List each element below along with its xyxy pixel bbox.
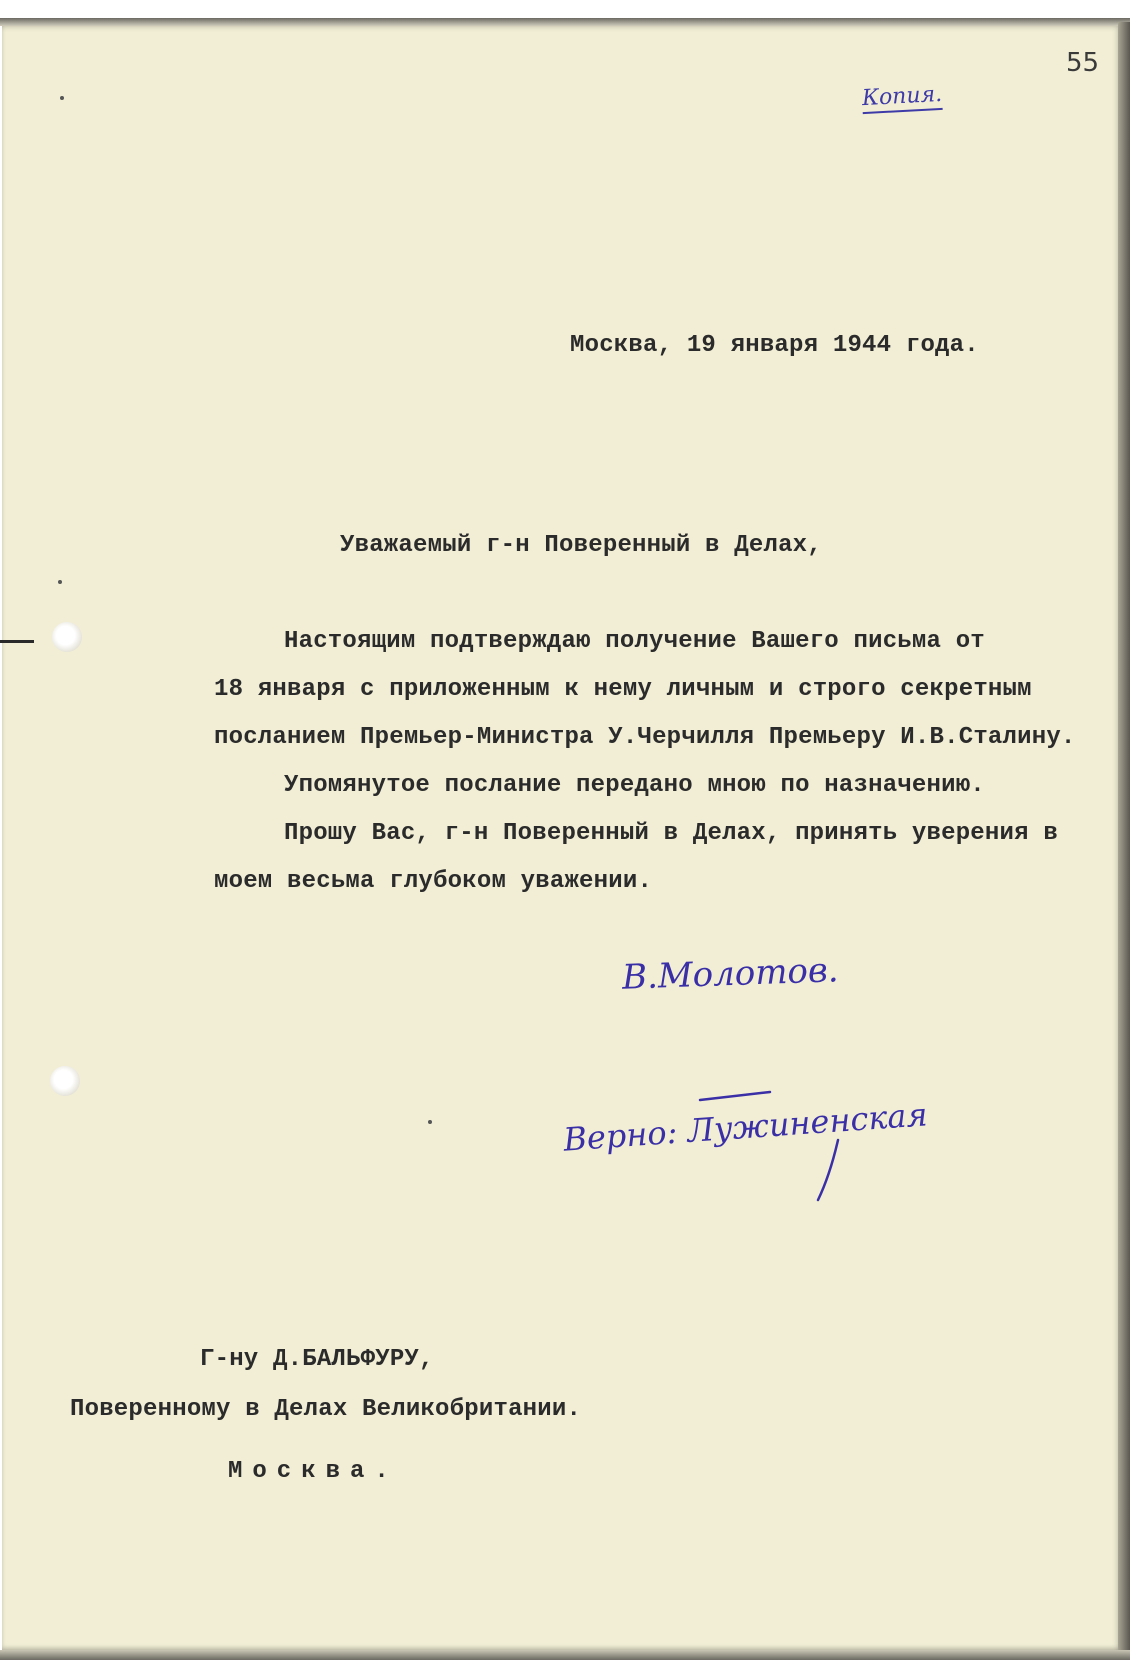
- body-line: Упомянутое послание передано мною по назначению.: [284, 772, 985, 799]
- body-line: моем весьма глубоком уважении.: [214, 868, 653, 895]
- paper-right-edge: [1118, 22, 1130, 1657]
- speck: [60, 96, 64, 100]
- body-line: Прошу Вас, г-н Поверенный в Делах, принять уверения в: [284, 820, 1058, 847]
- date-line: Москва, 19 января 1944 года.: [570, 332, 979, 359]
- copy-handwritten-mark: Копия.: [861, 82, 943, 114]
- body-line: Настоящим подтверждаю получение Вашего письма от: [284, 628, 985, 655]
- paper-bottom-edge: [0, 1650, 1130, 1660]
- speck: [428, 1120, 432, 1124]
- certification-signature: Верно: Лужиненская: [562, 1095, 929, 1159]
- addressee-city: Москва.: [228, 1458, 399, 1485]
- addressee-title: Поверенному в Делах Великобритании.: [70, 1396, 582, 1423]
- folio-number: 55: [1066, 48, 1100, 78]
- punch-hole-upper: [52, 622, 82, 652]
- margin-tick-mark: [0, 640, 34, 643]
- salutation: Уважаемый г-н Поверенный в Делах,: [340, 532, 822, 559]
- body-line: 18 января с приложенным к нему личным и строго секретным: [214, 676, 1032, 703]
- speck: [58, 580, 62, 584]
- addressee-name: Г-ну Д.БАЛЬФУРУ,: [200, 1346, 434, 1373]
- body-line: посланием Премьер-Министра У.Черчилля Премьеру И.В.Сталину.: [214, 724, 1076, 751]
- signature-flourish: [690, 1080, 860, 1210]
- molotov-signature: В.Молотов.: [621, 950, 840, 998]
- paper-top-edge: [0, 18, 1130, 26]
- punch-hole-lower: [50, 1066, 80, 1096]
